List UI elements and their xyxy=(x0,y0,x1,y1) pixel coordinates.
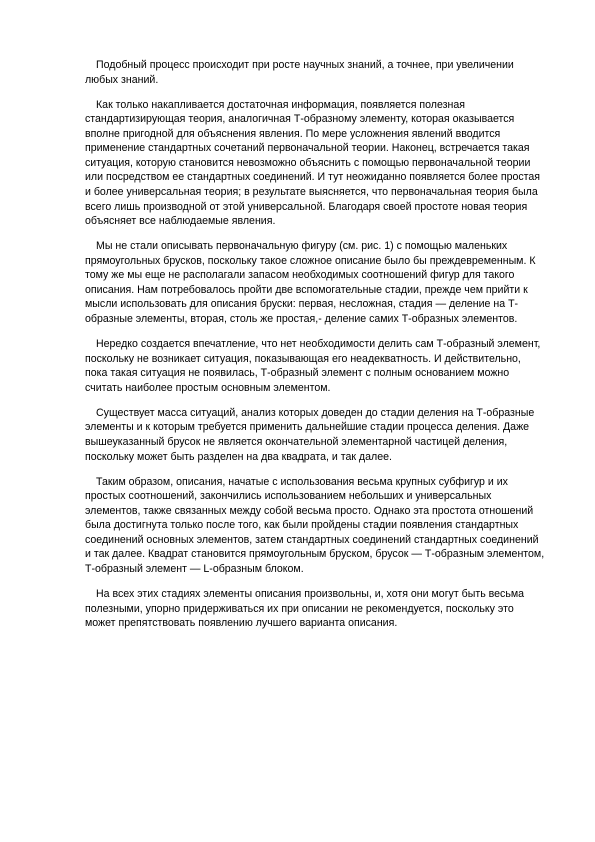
document-page xyxy=(85,58,545,641)
paragraph-2: Как только накапливается достаточная информация, появляется полезная стандартизирующая теория, аналогичная Т-образному элементу, которая оказывается вполне пригодной для объяснения явления. По мере усложнения явлений вводится применение стандартных сочетаний первоначальной теории. Наконец, встречается такая ситуация, которую становится невозможно объяснить с помощью первоначальной теории или посредством ее стандартных соединений. И тут неожиданно появляется более простая и более универсальная теория; в результате выясняется, что первоначальная теория была всего лишь производной от этой универсальной. Благодаря своей простоте новая теория объясняет все наблюдаемые явления. xyxy=(85,98,541,228)
paragraph-1: Подобный процесс происходит при росте научных знаний, а точнее, при увеличении любых знаний. xyxy=(85,59,514,86)
paragraph-4: Нередко создается впечатление, что нет необходимости делить сам Т-образный элемент, поскольку не возникает ситуация, показывающая его неадекватность. И действительно, пока такая ситуация не появилась, Т-образный элемент с полным основанием можно считать наиболее простым основным элементом. xyxy=(85,338,541,394)
paragraph-5: Существует масса ситуаций, анализ которых доведен до стадии деления на Т-образные элементы и к которым требуется применить дальнейшие стадии процесса деления. Даже вышеуказанный брусок не является окончательной элементарной частицей деления, поскольку может быть разделен на два квадрата, и так далее. xyxy=(85,406,535,463)
paragraph-6: Таким образом, описания, начатые с использования весьма крупных субфигур и их простых соотношений, закончились использованием небольших и универсальных элементов, также связанных между собой весьма просто. Однако эта простота отношений была достигнута только после того, как были пройдены стадии появления стандартных соединений основных элементов, затем стандартных соединений стандартных соединений и так далее. Квадрат становится прямоугольным бруском, брусок — Т-образным элементом, Т-образный элемент — L-образным блоком. xyxy=(85,475,545,575)
paragraph-7: На всех этих стадиях элементы описания произвольны, и, хотя они могут быть весьма полезными, упорно придерживаться их при описании не рекомендуется, поскольку это может препятствовать появлению лучшего варианта описания. xyxy=(85,588,525,630)
paragraph-3: Мы не стали описывать первоначальную фигуру (см. рис. 1) с помощью маленьких прямоугольных брусков, поскольку такое сложное описание было бы преждевременным. К тому же мы еще не располагали запасом необходимых соотношений фигур для такого описания. Нам потребовалось пройти две вспомогательные стадии, прежде чем прийти к мысли использовать для описания бруски: первая, несложная, стадия — деление на Т-образные элементы, вторая, столь же простая,- деление самих Т-образных элементов. xyxy=(85,240,536,325)
